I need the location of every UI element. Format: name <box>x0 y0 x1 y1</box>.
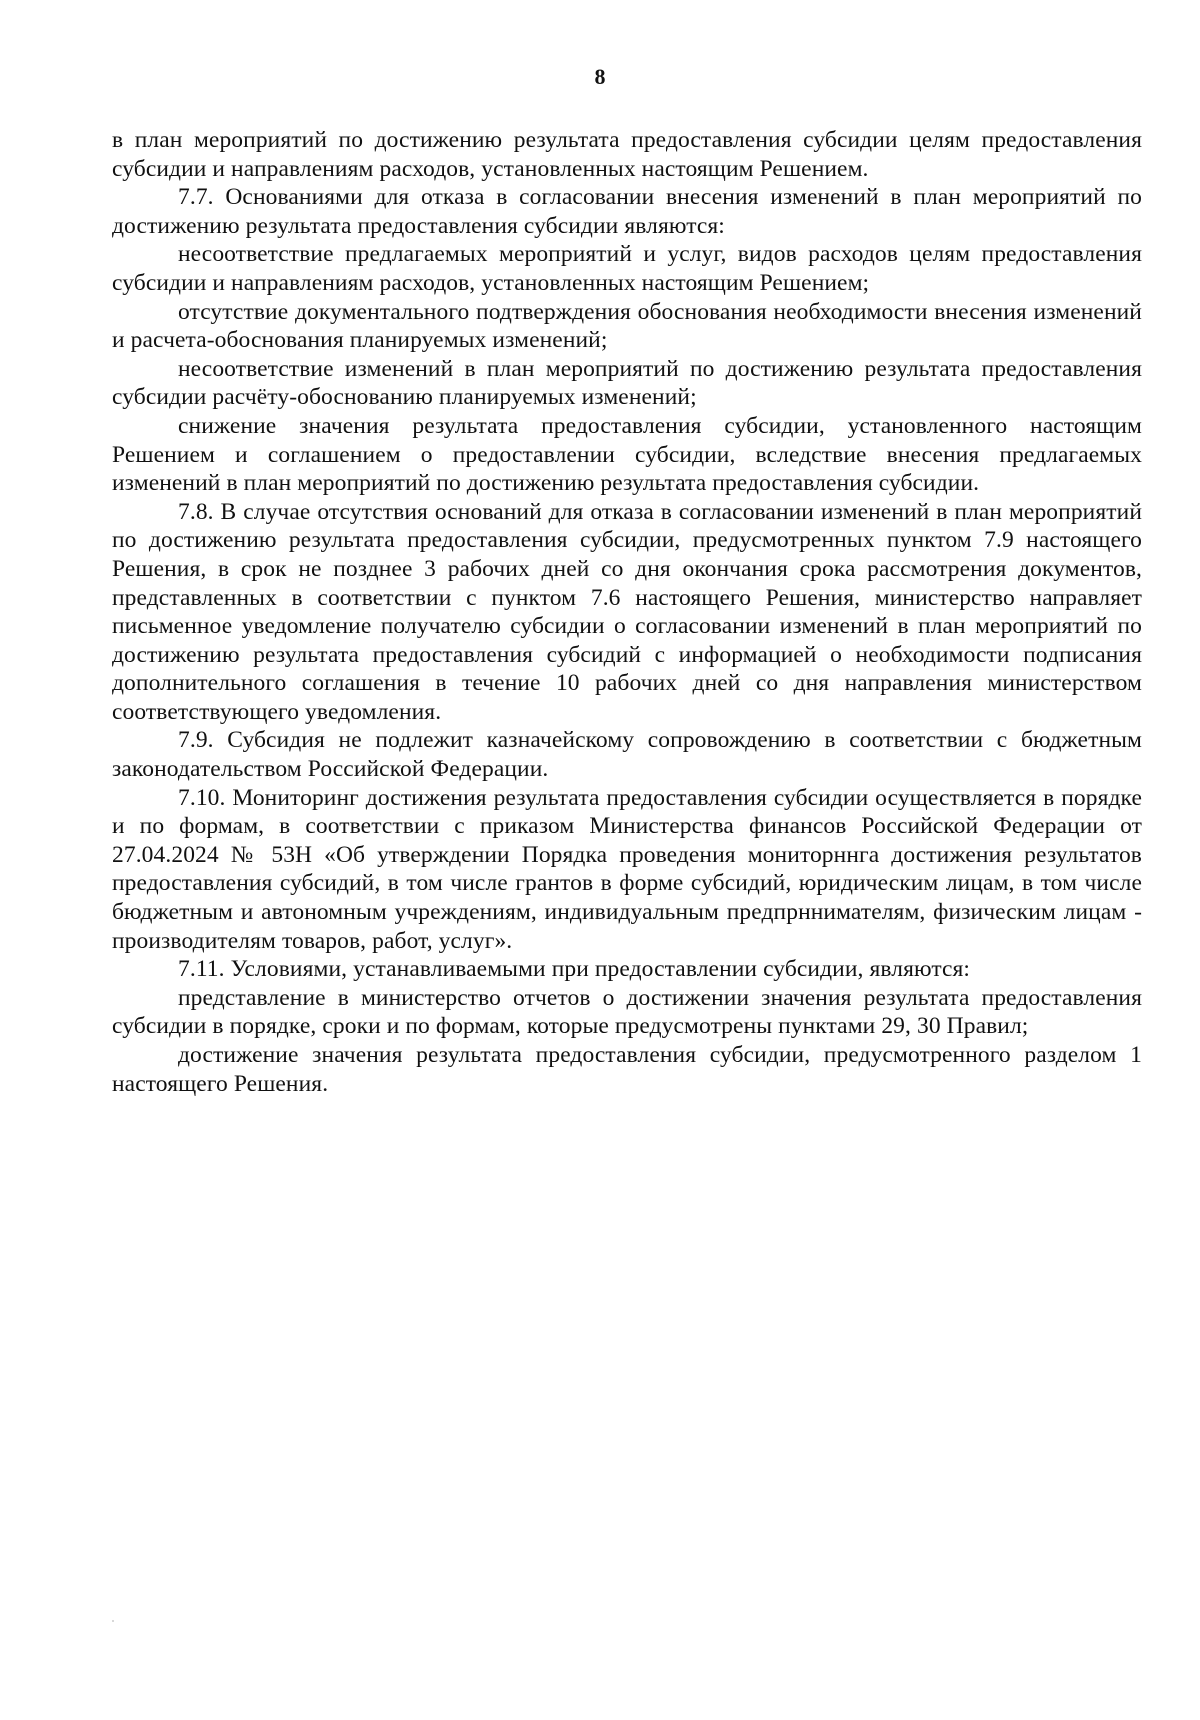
paragraph-7-7-item-4: снижение значения результата предоставления субсидии, установленного настоящим Решением и соглашением о предоставлении субсидии, вследствие внесения предлагаемых изменений в план мероприятий по достижению результата предоставления субсидии. <box>112 412 1142 497</box>
paragraph-7-7: 7.7. Основаниями для отказа в согласовании внесения изменений в план мероприятий по достижению результата предоставления субсидии являются: <box>112 184 1142 239</box>
paragraph-7-8: 7.8. В случае отсутствия оснований для отказа в согласовании изменений в план мероприятий по достижению результата предоставления субсидии, предусмотренных пунктом 7.9 настоящего Решения, в срок не позднее 3 рабочих дней со дня окончания срока рассмотрения документов, представленных в соответствии с пунктом 7.6 настоящего Решения, министерство направляет письменное уведомление получателю субсидии о согласовании изменений в план мероприятий по достижению результата предоставления субсидий с информацией о необходимости подписания дополнительного соглашения в течение 10 рабочих дней со дня направления министерством соответствующего уведомления. <box>112 498 1142 725</box>
paragraph-7-7-item-3: несоответствие изменений в план мероприятий по достижению результата предоставления субсидии расчёту-обоснованию планируемых изменений; <box>112 355 1142 411</box>
scan-speck <box>112 1620 114 1622</box>
paragraph-continuation: в план мероприятий по достижению результата предоставления субсидии целям предоставления субсидии и направлениям расходов, установленных настоящим Решением. <box>112 127 1142 182</box>
paragraph-7-7-item-2: отсутствие документального подтверждения обоснования необходимости внесения изменений и расчета-обоснования планируемых изменений; <box>112 298 1142 354</box>
paragraph-7-11-item-1: представление в министерство отчетов о достижении значения результата предоставления субсидии в порядке, сроки и по формам, которые предусмотрены пунктами 29, 30 Правил; <box>112 984 1142 1040</box>
document-body <box>112 126 1142 1098</box>
paragraph-7-10: 7.10. Мониторинг достижения результата предоставления субсидии осуществляется в порядке и по формам, в соответствии с приказом Министерства финансов Российской Федерации от 27.04.2024 № 53Н «Об утверждении Порядка проведения мониторннга достижения результатов предоставления субсидий, в том числе грантов в форме субсидий, юридическим лицам, в том числе бюджетным и автономным учреждениям, индивидуальным предпрннимателям, физическим лицам - производителям товаров, работ, услуг». <box>112 784 1142 954</box>
paragraph-7-11-item-2: достижение значения результата предоставления субсидии, предусмотренного разделом 1 настоящего Решения. <box>112 1042 1142 1097</box>
paragraph-7-11: 7.11. Условиями, устанавливаемыми при предоставлении субсидии, являются: <box>178 956 971 983</box>
paragraph-7-9: 7.9. Субсидия не подлежит казначейскому сопровождению в соответствии с бюджетным законодательством Российской Федерации. <box>112 727 1142 783</box>
page-number: 8 <box>594 64 606 89</box>
paragraph-7-7-item-1: несоответствие предлагаемых мероприятий и услуг, видов расходов целям предоставления субсидии и направлениям расходов, установленных настоящим Решением; <box>112 241 1142 296</box>
